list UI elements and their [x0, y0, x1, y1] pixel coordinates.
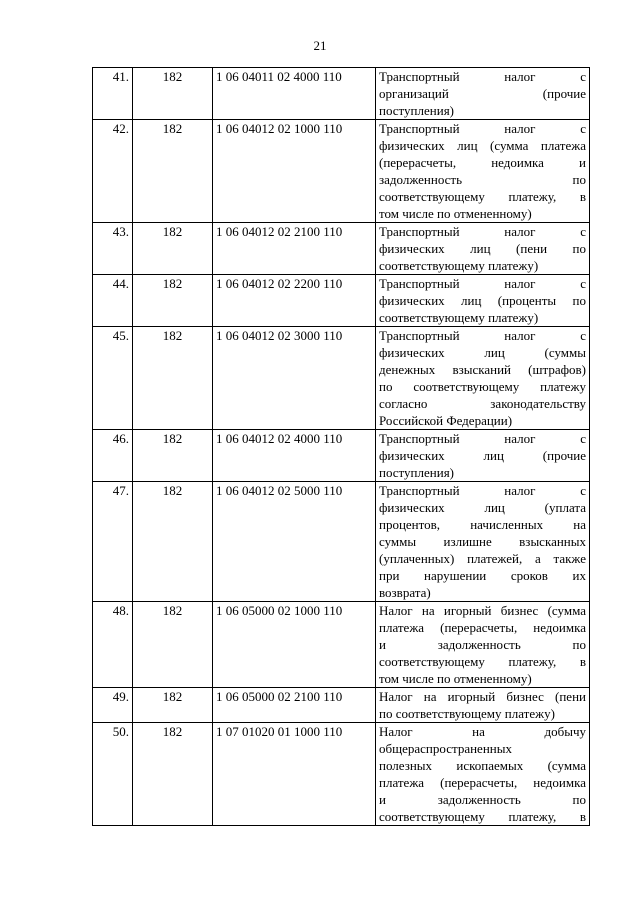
revenue-name-line: соответствующему платежу, в [379, 654, 586, 669]
row-number: 46. [93, 430, 133, 482]
table-row [93, 430, 590, 482]
revenue-name-line: платежа (перерасчеты, недоимка [379, 775, 586, 790]
budget-classification-code: 1 06 04012 02 1000 110 [213, 120, 376, 223]
revenue-name-line: процентов, начисленных на [379, 517, 586, 532]
budget-classification-code: 1 06 04012 02 3000 110 [213, 327, 376, 430]
admin-code: 182 [133, 327, 213, 430]
revenue-name-line: платежа (перерасчеты, недоимка [379, 620, 586, 635]
revenue-name-line: организаций (прочие [379, 86, 586, 101]
revenue-name [376, 68, 590, 120]
revenue-name [376, 482, 590, 602]
budget-classification-code: 1 06 04012 02 2100 110 [213, 223, 376, 275]
table-row [93, 723, 590, 826]
row-number: 45. [93, 327, 133, 430]
table-row [93, 120, 590, 223]
revenue-name-line: Налог на добычу [379, 724, 586, 739]
page-number: 21 [313, 38, 327, 53]
revenue-name-line: задолженность по [379, 172, 586, 187]
revenue-name-line: соответствующему платежу, в [379, 189, 586, 204]
revenue-name-line: том числе по отмененному) [379, 671, 532, 686]
table-row [93, 602, 590, 688]
revenue-name [376, 723, 590, 826]
revenue-name [376, 275, 590, 327]
admin-code: 182 [133, 602, 213, 688]
admin-code: 182 [133, 482, 213, 602]
revenue-name-line: Транспортный налог с [379, 431, 586, 446]
budget-classification-code: 1 06 05000 02 2100 110 [213, 688, 376, 723]
revenue-name [376, 430, 590, 482]
table-row [93, 327, 590, 430]
revenue-name-line: (перерасчеты, недоимка и [379, 155, 586, 170]
revenue-name-line: Налог на игорный бизнес (пени [379, 689, 586, 704]
revenue-name-line: согласно законодательству [379, 396, 586, 411]
revenue-name-line: Транспортный налог с [379, 121, 586, 136]
revenue-name-line: (уплаченных) платежей, а также [379, 551, 586, 566]
budget-classification-code: 1 06 05000 02 1000 110 [213, 602, 376, 688]
revenue-name-line: физических лиц (суммы [379, 345, 586, 360]
admin-code: 182 [133, 275, 213, 327]
admin-code: 182 [133, 430, 213, 482]
table-row [93, 223, 590, 275]
row-number: 49. [93, 688, 133, 723]
admin-code: 182 [133, 120, 213, 223]
revenue-name-line: и задолженность по [379, 792, 586, 807]
revenue-name-line: физических лиц (проценты по [379, 293, 586, 308]
revenue-name-line: полезных ископаемых (сумма [379, 758, 586, 773]
budget-classification-code: 1 06 04011 02 4000 110 [213, 68, 376, 120]
revenue-name-line: поступления) [379, 465, 454, 480]
revenue-name-line: физических лиц (сумма платежа [379, 138, 586, 153]
revenue-name [376, 327, 590, 430]
revenue-name-line: соответствующему платежу, в [379, 809, 586, 824]
revenue-name-line: соответствующему платежу) [379, 310, 539, 325]
table-row [93, 68, 590, 120]
revenue-name-line: Транспортный налог с [379, 276, 586, 291]
revenue-name-line: физических лиц (прочие [379, 448, 586, 463]
row-number: 42. [93, 120, 133, 223]
revenue-name-line: по соответствующему платежу [379, 379, 586, 394]
revenue-name-line: физических лиц (уплата [379, 500, 586, 515]
row-number: 41. [93, 68, 133, 120]
revenue-name-line: Транспортный налог с [379, 483, 586, 498]
admin-code: 182 [133, 68, 213, 120]
revenue-name-line: и задолженность по [379, 637, 586, 652]
revenue-name-line: физических лиц (пени по [379, 241, 586, 256]
admin-code: 182 [133, 223, 213, 275]
revenue-name-line: соответствующему платежу) [379, 258, 539, 273]
budget-classification-code: 1 06 04012 02 4000 110 [213, 430, 376, 482]
budget-classification-code: 1 07 01020 01 1000 110 [213, 723, 376, 826]
revenue-name-line: суммы излишне взысканных [379, 534, 586, 549]
row-number: 50. [93, 723, 133, 826]
revenue-name-line: по соответствующему платежу) [379, 706, 555, 721]
budget-classification-code: 1 06 04012 02 5000 110 [213, 482, 376, 602]
revenue-name-line: поступления) [379, 103, 454, 118]
admin-code: 182 [133, 688, 213, 723]
revenue-name-line: общераспространенных [379, 741, 512, 756]
row-number: 48. [93, 602, 133, 688]
table-row [93, 482, 590, 602]
table-row [93, 688, 590, 723]
revenue-name-line: возврата) [379, 585, 431, 600]
revenue-name [376, 120, 590, 223]
revenue-name-line: Налог на игорный бизнес (сумма [379, 603, 586, 618]
revenue-name [376, 602, 590, 688]
budget-classification-code: 1 06 04012 02 2200 110 [213, 275, 376, 327]
revenue-name-line: Транспортный налог с [379, 69, 586, 84]
revenue-name-line: том числе по отмененному) [379, 206, 532, 221]
admin-code: 182 [133, 723, 213, 826]
row-number: 43. [93, 223, 133, 275]
row-number: 44. [93, 275, 133, 327]
revenue-name [376, 223, 590, 275]
revenue-name-line: Российской Федерации) [379, 413, 513, 428]
revenue-name-line: Транспортный налог с [379, 224, 586, 239]
revenue-name [376, 688, 590, 723]
revenue-name-line: Транспортный налог с [379, 328, 586, 343]
revenue-code-table [92, 67, 590, 826]
table-body [93, 68, 590, 826]
row-number: 47. [93, 482, 133, 602]
table-row [93, 275, 590, 327]
revenue-name-line: денежных взысканий (штрафов) [379, 362, 586, 377]
revenue-name-line: при нарушении сроков их [379, 568, 586, 583]
